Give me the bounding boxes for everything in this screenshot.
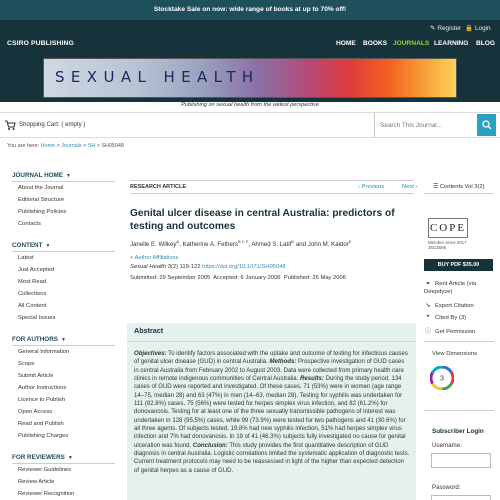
sidebar-item-general-information[interactable]: General Information [18,349,70,355]
register-label: Register [437,25,462,32]
section-title: FOR REVIEWERS [12,454,65,461]
sidebar-item-licence-to-publish[interactable]: Licence to Publish [18,397,66,403]
rent-icon: ⚭ [425,281,431,287]
sidebar-section-for-reviewers[interactable] [12,454,73,461]
search-button[interactable] [477,114,496,136]
csiro-logo[interactable]: CSIRO PUBLISHING [7,40,74,47]
accepted-date: Accepted: 6 January 2006 [213,275,281,281]
abstract-methods-label: Methods: [269,359,297,366]
sidebar-item-publishing-policies[interactable]: Publishing Policies [18,209,67,215]
next-article-link[interactable] [402,184,417,190]
abstract-heading: Abstract [134,326,164,335]
cope-id-text: JM13596 [428,245,447,250]
author-name[interactable]: Janelle E. Wilkey [130,241,177,249]
sidebar-item-review-article[interactable]: Review Article [18,479,55,485]
cope-logo[interactable]: COPE [428,218,468,238]
lock-icon: 🔒 [465,25,473,32]
previous-article-link[interactable] [358,184,384,190]
published-date: Published: 26 May 2006 [283,275,346,281]
breadcrumb [7,143,124,149]
contents-label: Contents Vol 3(2) [439,184,485,190]
abstract-results: During the study period, 134 cases of GUD were reported and investigated. Of these cases, 71 (53%) were in women (age range 14–75, median 28) and 63 (47%) in men (14–63, median 28). Testing for syphilis was undertaken for 111 (82.8%) cases, 75 (56%) were tested for herpes simplex virus infection, and 82 (61.2%) for donovanosis. Testing for at least one of the three sexually transmissible pathogens of interest was undertaken in 128 (95.5%) cases, while 99 (73.9%) were tested for two pathogens and 41 (30.6%) for all three agents. Of subjects tested, 19.8% had new syphilis infection, 51% had herpes simplex virus infection and 7% had donovanosis. In 19 of 41 (46.3%) subjects fully investigated no cause for genital ulceration was found. [134,376,406,449]
chevron-down-icon: ▼ [67,455,73,461]
divider [12,463,115,464]
password-label: Password: [432,484,461,491]
buy-pdf-button[interactable]: BUY PDF $35.00 [424,259,493,271]
divider [424,410,494,411]
username-field[interactable] [431,453,491,468]
citation-line [130,264,286,270]
sidebar-item-special-issues[interactable]: Special Issues [18,315,56,321]
author-sup: A [176,239,180,244]
journal-tagline: Publishing on sexual health from the widest perspective [181,102,319,108]
password-field[interactable] [431,495,491,500]
nav-blog[interactable]: BLOG [476,40,496,47]
export-icon: ➘ [425,303,431,309]
citation-volume: 3(2) 119-122 [167,264,201,270]
sidebar-item-read-and-publish[interactable]: Read and Publish [18,421,64,427]
sidebar-section-for-authors[interactable] [12,336,66,343]
abstract-objectives-label: Objectives: [134,351,167,357]
author-name[interactable]: Ahmed S. Latif [251,241,292,249]
register-icon: ✎ [430,25,436,32]
author-list: Janelle E. Wilkey$^A$, Katherine A. Fethers$^{B C F}$, Ahmed S. Latif$^D$ and John M. Kaldor$^E$ [130,239,352,249]
sidebar-item-scope[interactable]: Scope [18,361,35,367]
author-sup: E [348,239,352,244]
sidebar-section-content[interactable] [12,242,50,249]
author-name[interactable]: Katherine A. Fethers [182,241,239,249]
divider [130,180,413,181]
get-permission-link[interactable] [424,326,475,335]
journal-search-input[interactable] [380,118,472,132]
previous-label: Previous [361,184,385,190]
search-icon [482,120,492,130]
breadcrumb-prefix: You are here: [7,143,40,149]
author-sup: D [291,239,295,244]
divider [424,341,494,342]
permission-label: Get Permission [435,329,476,335]
shopping-cart-icon[interactable] [4,119,16,131]
nav-books[interactable]: BOOKS [363,40,388,47]
register-link[interactable] [430,24,461,32]
divider [12,345,115,346]
divider [12,251,115,252]
contents-icon: ☰ [433,184,440,190]
divider [127,341,416,342]
abstract-results-label: Results: [300,376,324,383]
sidebar-item-all-content[interactable]: All Content [18,303,47,309]
sidebar-item-reviewer-recognition[interactable]: Reviewer Recognition [18,491,75,497]
chevron-down-icon: ▼ [65,173,71,179]
chevron-down-icon: ▼ [45,243,51,249]
cope-since-text: Member since 2017 [428,240,467,245]
cope-membership [428,240,474,250]
section-title: JOURNAL HOME [12,172,63,179]
doi-link[interactable]: https://doi.org/10.1071/SH05048 [202,264,286,270]
sidebar-item-author-instructions[interactable]: Author Instructions [18,385,67,391]
author-affiliations-toggle[interactable]: + Author Affiliations [130,255,179,261]
chevron-right-icon: › [413,184,418,190]
breadcrumb-home[interactable]: Home [40,143,56,149]
article-type-label: RESEARCH ARTICLE [130,184,187,190]
journal-title: SEXUAL HEALTH [55,68,260,86]
permission-icon: ⓘ [424,329,431,335]
section-title: CONTENT [12,242,43,249]
citation-journal: Sexual Health [130,264,167,270]
abstract-conclusion-label: Conclusion: [192,442,228,449]
breadcrumb-current: SH05048 [101,143,124,149]
nav-journals[interactable]: JOURNALS [393,40,430,47]
breadcrumb-sep: > [83,143,87,149]
breadcrumb-sep: > [56,143,60,149]
quote-icon: ❝ [426,315,430,321]
abstract-objectives: To identify factors associated with the uptake and outcome of testing for infectious causes of genital ulcer disease (GUD) in central Australia. [134,351,408,366]
shopping-cart-link[interactable]: Shopping Cart: ( empty ) [19,121,86,128]
abstract-conclusion: This study provides the first quantitative description of GUD diagnosis in central Australia. Logistic correlations limited the systematic application of diagnostic tests. Current treatment protocols may need to be reassessed in light of the higher than expected detection of genital herpes as a cause of GUD. [134,442,410,474]
login-label: Login [474,25,491,32]
author-name[interactable]: John M. Kaldor [307,241,349,249]
rent-article-link[interactable] [424,280,496,296]
submitted-date: Submitted: 29 September 2005 [130,275,211,281]
sidebar-item-collections[interactable]: Collections [18,291,47,297]
cited-label: Cited By (3) [435,315,467,321]
abstract-text [134,350,410,475]
rent-label: Rent Article (via Deepdyve) [424,281,477,295]
divider [12,181,115,182]
login-link[interactable] [465,24,491,32]
divider [130,193,413,194]
sidebar-item-submit-article[interactable]: Submit Article [18,373,54,379]
sidebar-item-editorial-structure[interactable]: Editorial Structure [18,197,65,203]
breadcrumb-sh[interactable]: SH [87,143,96,149]
altmetric-badge-icon[interactable] [430,366,454,390]
export-label: Export Citation [435,303,474,309]
promo-banner[interactable]: Stocktake Sale on now: wide range of books at up to 70% off! [0,0,500,20]
altmetric-count: 3 [440,375,444,383]
abstract-methods: Prospective investigation of GUD cases in central Australia from February 2002 to August 2003. Data were collected from primary health care clinics in remote indigenous communities of Central Australia. [134,359,405,383]
breadcrumb-journals[interactable]: Journals [61,143,82,149]
article-title: Genital ulcer disease in central Australia: predictors of testing and outcomes [130,208,395,232]
sidebar-item-publishing-charges[interactable]: Publishing Charges [18,433,69,439]
sidebar-section-journal-home[interactable] [12,172,71,179]
subscriber-login-heading: Subscriber Login [432,428,484,435]
section-title: FOR AUTHORS [12,336,58,343]
breadcrumb-sep: > [96,143,100,149]
sidebar-item-contacts[interactable]: Contacts [18,221,41,227]
divider [424,193,494,194]
view-dimensions-label: View Dimensions [432,351,478,357]
sidebar-item-open-access[interactable]: Open Access [18,409,53,415]
chevron-down-icon: ▼ [60,337,66,343]
sidebar-item-reviewer-guidelines[interactable]: Reviewer Guidelines [18,467,72,473]
sidebar-item-just-accepted[interactable]: Just Accepted [18,267,55,273]
sidebar-item-most-read[interactable]: Most Read [18,279,47,285]
sidebar-item-latest[interactable]: Latest [18,255,34,261]
next-label: Next [402,184,414,190]
cited-by-link[interactable] [424,314,466,321]
author-sup: B C F [238,239,249,244]
sidebar-item-about[interactable]: About the Journal [18,185,64,191]
nav-home[interactable]: HOME [336,40,356,47]
chevron-left-icon: ‹ [358,184,362,190]
nav-learning[interactable]: LEARNING [434,40,469,47]
article-dates [130,275,346,281]
contents-link[interactable] [433,184,485,190]
export-citation-link[interactable] [424,302,474,309]
username-label: Username: [432,442,462,449]
